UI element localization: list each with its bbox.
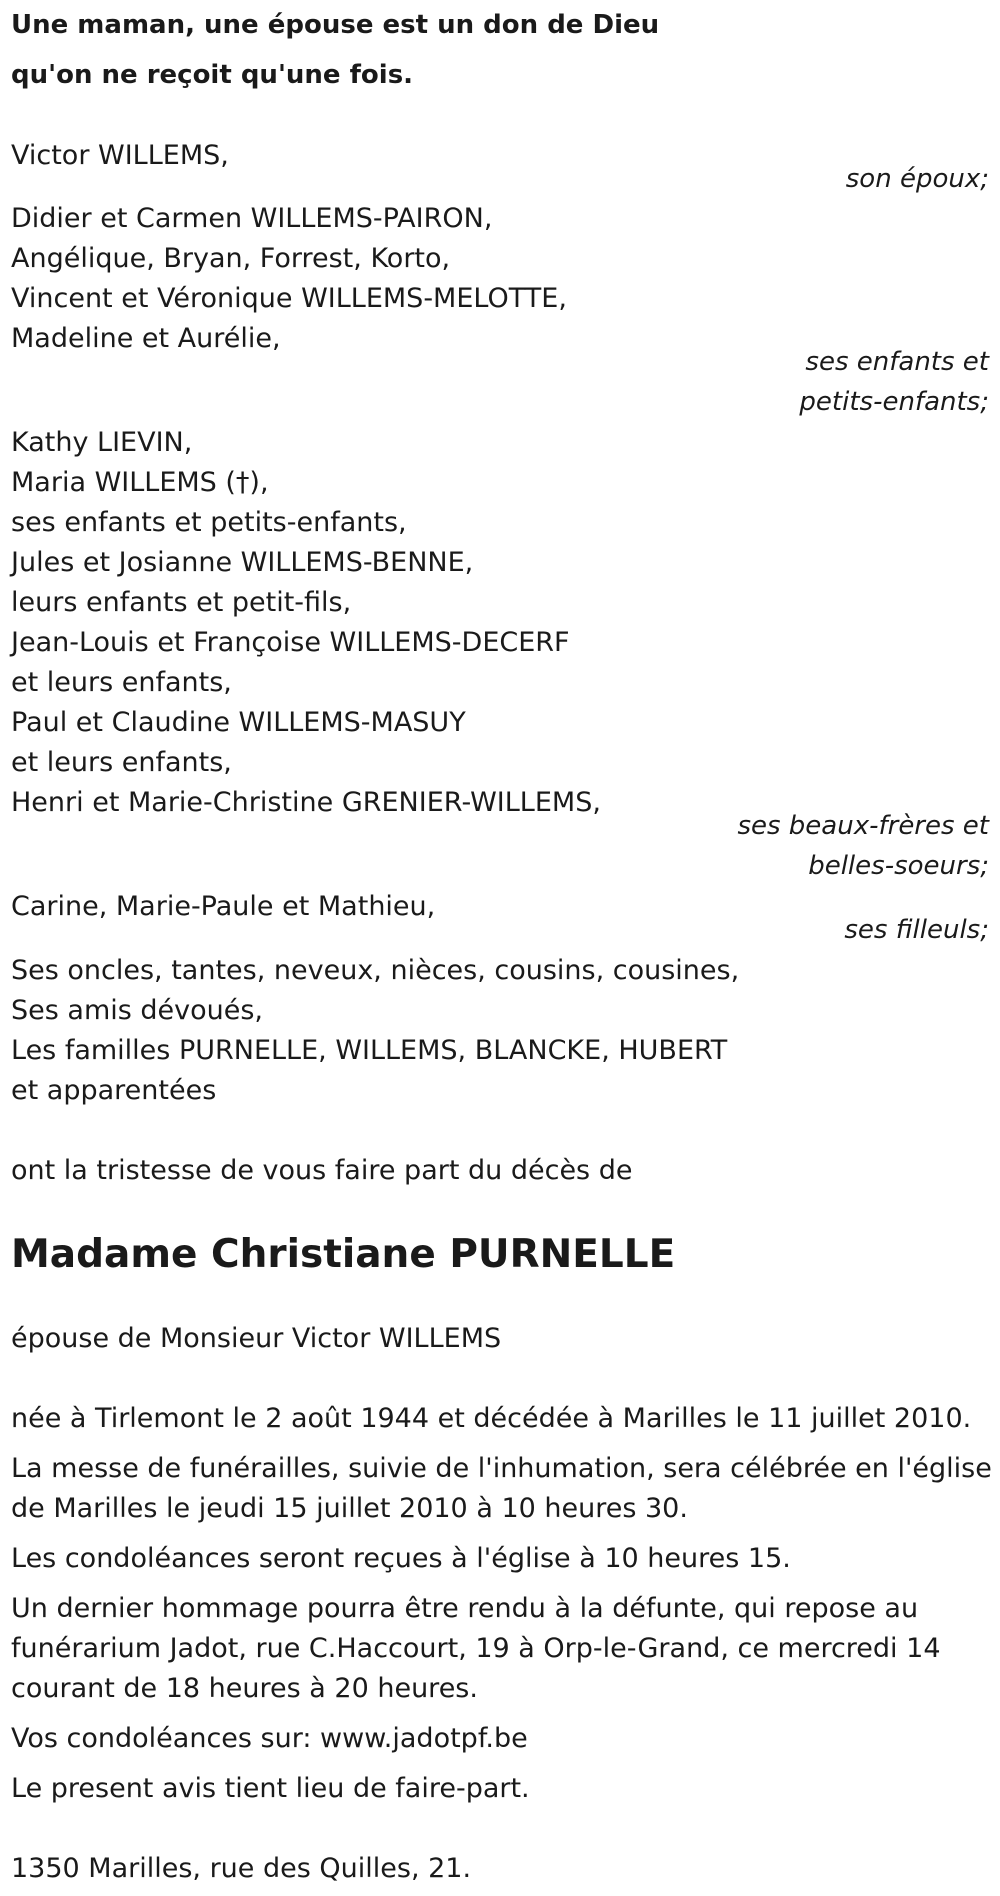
children-line: Angélique, Bryan, Forrest, Korto, [11, 243, 451, 274]
in-laws-line: Maria WILLEMS (†), [11, 467, 269, 498]
funeral-mass-line-1: La messe de funérailles, suivie de l'inhumation, sera célébrée en l'église [11, 1453, 992, 1484]
epigraph-line-1: Une maman, une épouse est un don de Dieu [11, 10, 660, 40]
spouse-name: Victor WILLEMS, [11, 140, 229, 171]
tribute-line-2: funérarium Jadot, rue C.Haccourt, 19 à Orp-le-Grand, ce mercredi 14 [11, 1633, 941, 1664]
children-relation-line-1: ses enfants et [805, 347, 989, 377]
tribute-line-3: courant de 18 heures à 20 heures. [11, 1673, 478, 1704]
online-condolences-text: Vos condoléances sur: www.jadotpf.be [11, 1723, 528, 1754]
in-laws-line: leurs enfants et petit-fils, [11, 587, 352, 618]
notice-text: Le present avis tient lieu de faire-part. [11, 1773, 530, 1804]
in-laws-line: Jean-Louis et Françoise WILLEMS-DECERF [11, 627, 570, 658]
in-laws-relation-line-2: belles-soeurs; [808, 851, 989, 881]
condolences-church-text: Les condoléances seront reçues à l'église à 10 heures 15. [11, 1543, 791, 1574]
deceased-name: Madame Christiane PURNELLE [11, 1232, 676, 1277]
in-laws-line: et leurs enfants, [11, 667, 232, 698]
in-laws-line: Jules et Josianne WILLEMS-BENNE, [11, 547, 474, 578]
announcement-text: ont la tristesse de vous faire part du décès de [11, 1155, 633, 1186]
birth-death-text: née à Tirlemont le 2 août 1944 et décédée à Marilles le 11 juillet 2010. [11, 1403, 972, 1434]
extended-family-line: Ses amis dévoués, [11, 995, 264, 1026]
godchildren-names: Carine, Marie-Paule et Mathieu, [11, 891, 436, 922]
in-laws-line: Kathy LIEVIN, [11, 427, 193, 458]
spouse-relation: son époux; [845, 164, 989, 194]
children-line: Vincent et Véronique WILLEMS-MELOTTE, [11, 283, 567, 314]
in-laws-line: Henri et Marie-Christine GRENIER-WILLEMS, [11, 787, 601, 818]
godchildren-relation: ses filleuls; [844, 915, 989, 945]
tribute-line-1: Un dernier hommage pourra être rendu à la défunte, qui repose au [11, 1593, 919, 1624]
funeral-mass-line-2: de Marilles le jeudi 15 juillet 2010 à 10 heures 30. [11, 1493, 688, 1524]
in-laws-line: Paul et Claudine WILLEMS-MASUY [11, 707, 466, 738]
children-line: Madeline et Aurélie, [11, 323, 281, 354]
extended-family-line: et apparentées [11, 1075, 217, 1106]
children-line: Didier et Carmen WILLEMS-PAIRON, [11, 203, 493, 234]
extended-family-line: Ses oncles, tantes, neveux, nièces, cousins, cousines, [11, 955, 740, 986]
in-laws-line: ses enfants et petits-enfants, [11, 507, 407, 538]
children-relation-line-2: petits-enfants; [799, 387, 989, 417]
spouse-of-text: épouse de Monsieur Victor WILLEMS [11, 1323, 502, 1354]
extended-family-line: Les familles PURNELLE, WILLEMS, BLANCKE, HUBERT [11, 1035, 728, 1066]
epigraph-line-2: qu'on ne reçoit qu'une fois. [11, 60, 414, 90]
family-address: 1350 Marilles, rue des Quilles, 21. [11, 1853, 472, 1884]
in-laws-relation-line-1: ses beaux-frères et [737, 811, 989, 841]
in-laws-line: et leurs enfants, [11, 747, 232, 778]
